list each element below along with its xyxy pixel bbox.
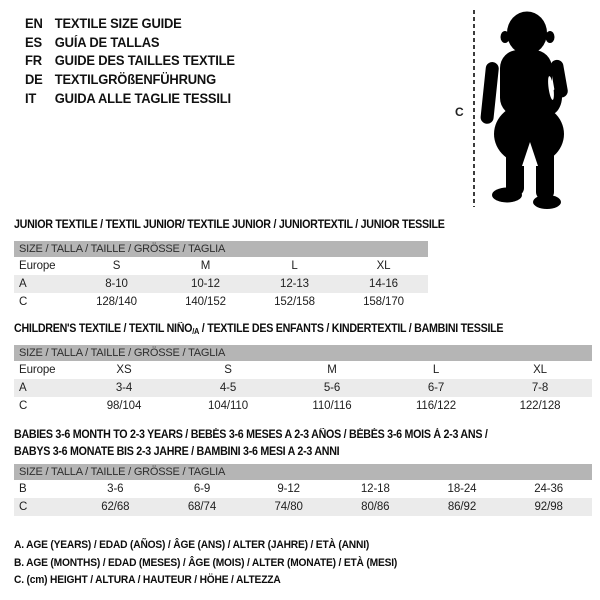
children-title-sub: /A <box>192 327 200 336</box>
size-value: 110/116 <box>312 400 352 412</box>
language-code: FR <box>25 53 42 69</box>
row-label: C <box>19 400 28 412</box>
language-code: DE <box>25 72 43 88</box>
row-label: Europe <box>19 260 56 272</box>
babies-size-table <box>14 464 592 516</box>
language-title: TEXTILE SIZE GUIDE <box>54 16 182 31</box>
size-value: 80/86 <box>361 501 390 513</box>
size-value: 10-12 <box>191 278 220 290</box>
language-row-fr <box>25 52 235 71</box>
language-code: EN <box>25 16 43 31</box>
size-value: XL <box>533 364 547 376</box>
language-title: GUIDA ALLE TAGLIE TESSILI <box>54 90 231 106</box>
language-row-de <box>25 71 235 90</box>
size-value: S <box>112 260 121 272</box>
footnote-c: C. (cm) HEIGHT / ALTURA / HAUTEUR / HÖHE / ALTEZZA <box>14 574 281 586</box>
row-label: C <box>19 501 28 513</box>
size-value: 122/128 <box>519 400 561 412</box>
size-value: 12-18 <box>360 483 390 495</box>
size-value: 98/104 <box>106 400 142 412</box>
size-value: 24-36 <box>534 483 564 495</box>
size-row-a <box>14 379 592 397</box>
size-row-c <box>14 397 592 415</box>
size-value: S <box>224 364 232 376</box>
language-row-it <box>25 90 235 109</box>
size-value: 104/110 <box>207 400 249 412</box>
language-code: IT <box>25 90 37 106</box>
size-value: 86/92 <box>447 501 477 513</box>
size-row-europe <box>14 257 428 275</box>
language-title: GUIDE DES TAILLES TEXTILE <box>54 53 235 69</box>
size-value: 6-9 <box>193 483 211 495</box>
row-label: C <box>19 296 28 308</box>
size-value: 9-12 <box>277 483 300 495</box>
footnotes <box>14 537 426 590</box>
size-value: XS <box>116 364 132 376</box>
row-label: Europe <box>19 364 56 376</box>
size-value: XL <box>376 260 391 272</box>
row-label: B <box>19 483 27 495</box>
size-header-bar: SIZE / TALLA / TAILLE / GRÖSSE / TAGLIA <box>14 345 592 361</box>
language-row-es <box>25 34 235 53</box>
size-row-a <box>14 275 428 293</box>
size-value: 152/158 <box>274 296 315 308</box>
size-value: 62/68 <box>101 501 130 513</box>
size-value: L <box>432 364 440 376</box>
toddler-silhouette-icon <box>478 6 570 210</box>
language-title: TEXTILGRÖßENFÜHRUNG <box>54 72 216 88</box>
size-value: 68/74 <box>187 501 217 513</box>
size-value: 3-4 <box>115 382 133 394</box>
babies-table-title <box>14 427 488 461</box>
size-value: 74/80 <box>274 501 303 513</box>
footnote-b: B. AGE (MONTHS) / EDAD (MESES) / ÂGE (MOIS) / ALTER (MONATE) / ETÀ (MESI) <box>14 556 398 569</box>
children-title-pre: CHILDREN'S TEXTILE / TEXTIL NIÑO <box>14 323 193 335</box>
size-value: 7-8 <box>531 382 549 394</box>
junior-table-title: JUNIOR TEXTILE / TEXTIL JUNIOR/ TEXTILE JUNIOR / JUNIORTEXTIL / JUNIOR TESSILE <box>14 219 445 231</box>
size-value: 158/170 <box>363 296 404 308</box>
language-row-en <box>25 15 235 34</box>
size-header-bar: SIZE / TALLA / TAILLE / GRÖSSE / TAGLIA <box>14 241 428 257</box>
size-row-europe <box>14 361 592 379</box>
size-value: 18-24 <box>447 483 477 495</box>
babies-title-line-1: BABIES 3-6 MONTH TO 2-3 YEARS / BEBÉS 3-6 MESES A 2-3 AÑOS / BÉBÉS 3-6 MOIS À 2-3 ANS / <box>14 429 488 441</box>
size-row-b <box>14 480 592 498</box>
size-value: 4-5 <box>219 382 237 394</box>
size-value: 14-16 <box>369 278 398 290</box>
language-title-list <box>25 15 244 109</box>
size-value: 6-7 <box>427 382 445 394</box>
size-value: M <box>327 364 337 376</box>
row-label: A <box>19 278 27 290</box>
size-value: 92/98 <box>534 501 563 513</box>
junior-size-table <box>14 241 428 311</box>
children-size-table <box>14 345 592 415</box>
row-label: A <box>19 382 27 394</box>
size-value: 116/122 <box>415 400 457 412</box>
size-row-c <box>14 293 428 311</box>
height-measure-label: C <box>455 105 464 119</box>
height-measure-line <box>473 10 475 207</box>
size-value: 140/152 <box>185 296 226 308</box>
language-title: GUÍA DE TALLAS <box>54 34 160 50</box>
size-value: 8-10 <box>105 278 128 290</box>
language-code: ES <box>25 34 42 50</box>
size-value: 5-6 <box>323 382 341 394</box>
size-row-c <box>14 498 592 516</box>
size-value: M <box>200 260 211 272</box>
size-header-bar: SIZE / TALLA / TAILLE / GRÖSSE / TAGLIA <box>14 464 592 480</box>
children-table-title <box>14 321 503 340</box>
size-value: 3-6 <box>107 483 124 495</box>
size-value: 12-13 <box>280 278 309 290</box>
babies-title-line-2: BABYS 3-6 MONATE BIS 2-3 JAHRE / BAMBINI 3-6 MESI A 2-3 ANNI <box>14 446 340 458</box>
children-title-post: / TEXTILE DES ENFANTS / KINDERTEXTIL / BAMBINI TESSILE <box>199 323 504 335</box>
size-value: 128/140 <box>96 296 137 308</box>
footnote-a: A. AGE (YEARS) / EDAD (AÑOS) / ÂGE (ANS) / ALTER (JAHRE) / ETÀ (ANNI) <box>14 539 370 551</box>
size-value: L <box>291 260 298 272</box>
